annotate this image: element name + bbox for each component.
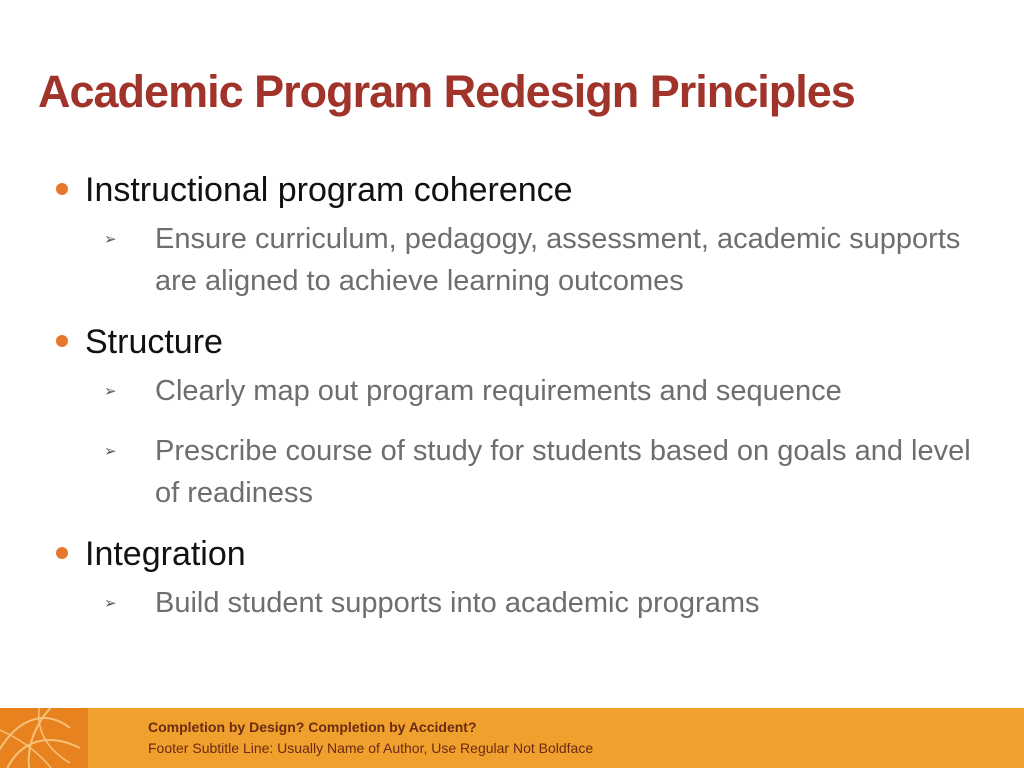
bullet-dot-icon (56, 183, 68, 195)
sub-bullet-text: Clearly map out program requirements and sequence (155, 375, 842, 407)
bullet-text: Instructional program coherence (85, 171, 573, 209)
bullet-item (56, 168, 986, 212)
bullet-text: Integration (85, 535, 246, 573)
bullet-list (56, 168, 986, 642)
footer-title: Completion by Design? Completion by Accident? (148, 719, 477, 735)
bullet-item (56, 320, 986, 364)
arrow-bullet-icon: ➢ (104, 231, 117, 248)
footer-subtitle: Footer Subtitle Line: Usually Name of Author, Use Regular Not Boldface (148, 740, 594, 756)
sub-bullet-text: Ensure curriculum, pedagogy, assessment, academic supports are aligned to achieve learning outcomes (155, 223, 961, 297)
sub-bullet-item (104, 218, 986, 302)
arrow-bullet-icon: ➢ (104, 595, 117, 612)
sub-bullet-text: Build student supports into academic programs (155, 587, 760, 619)
bullet-dot-icon (56, 547, 68, 559)
slide-title: Academic Program Redesign Principles (38, 66, 855, 117)
sub-bullet-text: Prescribe course of study for students based on goals and level of readiness (155, 435, 971, 509)
footer-bar (0, 708, 1024, 768)
arrow-bullet-icon: ➢ (104, 383, 117, 400)
bullet-item (56, 532, 986, 576)
bullet-dot-icon (56, 335, 68, 347)
sub-bullet-item (104, 582, 986, 624)
swirl-logo-icon (0, 708, 88, 768)
arrow-bullet-icon: ➢ (104, 443, 117, 460)
sub-bullet-item (104, 370, 986, 412)
sub-bullet-item (104, 430, 986, 514)
bullet-text: Structure (85, 323, 223, 361)
